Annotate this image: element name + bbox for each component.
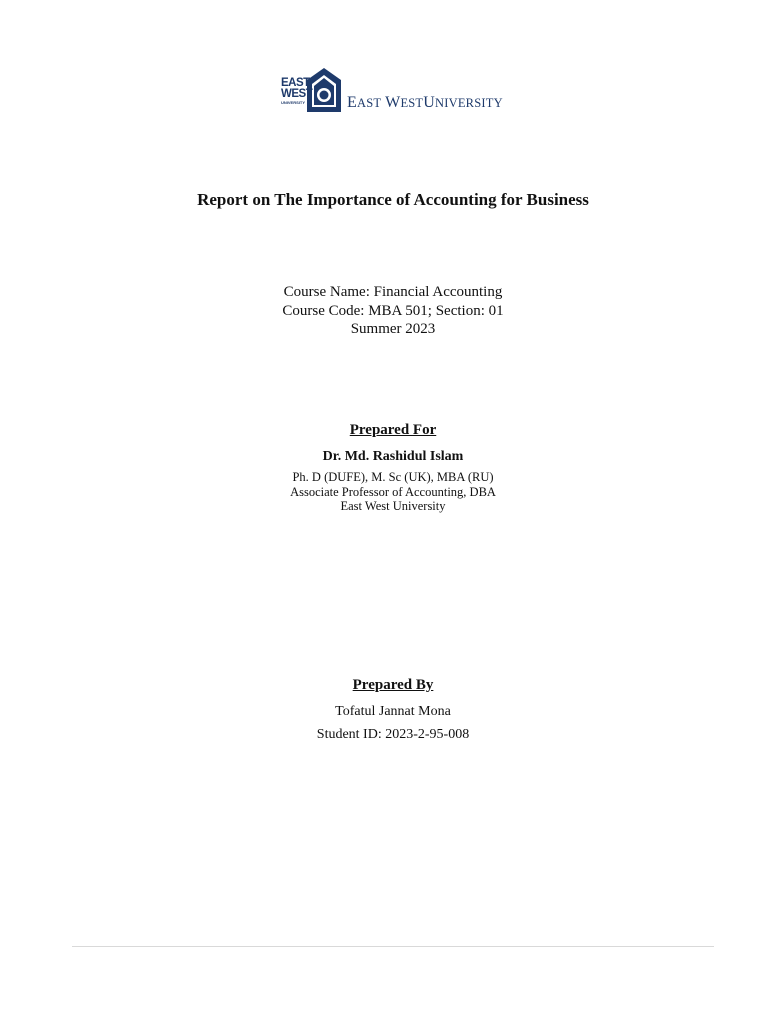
course-info [0,283,768,339]
logo-word-e: E [347,94,357,111]
report-title: Report on The Importance of Accounting for Business [197,190,589,209]
prepared-by-section [0,676,768,744]
page-divider [72,946,714,947]
student-name: Tofatul Jannat Mona [335,704,451,719]
prepared-by-heading: Prepared By [352,677,434,693]
logo-word-ast: AST [356,96,382,110]
student-id: Student ID: 2023-2-95-008 [316,727,470,742]
supervisor-name: Dr. Md. Rashidul Islam [322,449,464,464]
course-name: Course Name: Financial Accounting [283,284,503,300]
logo-word-u: U [423,94,436,111]
course-term: Summer 2023 [350,321,436,337]
logo-wordmark [347,94,503,112]
prepared-for-heading: Prepared For [349,422,437,438]
logo-word-w: W [385,94,401,111]
logo-stack-east: EAST [281,77,310,89]
logo-stack-west: WEST [281,88,313,100]
supervisor-degrees: Ph. D (DUFE), M. Sc (UK), MBA (RU) [292,470,494,484]
logo-stack-university: UNIVERSITY [281,100,306,105]
prepared-for-section [0,421,768,514]
logo-word-niversity: NIVERSITY [435,96,503,110]
supervisor-institution: East West University [340,499,446,513]
logo-stacked-text [281,78,312,105]
supervisor-position: Associate Professor of Accounting, DBA [290,484,496,499]
university-logo [281,68,507,114]
logo-word-est: EST [400,96,424,110]
supervisor-credentials [0,470,768,514]
course-code: Course Code: MBA 501; Section: 01 [282,302,504,319]
